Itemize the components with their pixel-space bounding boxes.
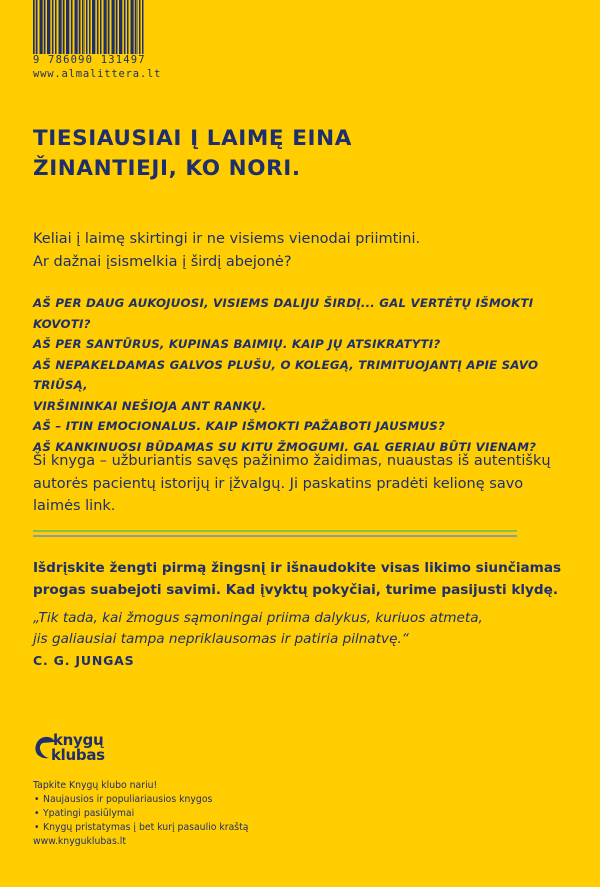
barcode — [33, 0, 145, 60]
headline-line-1: TIESIAUSIAI Į LAIMĘ EINA — [33, 126, 352, 151]
quote-line-1: „Tik tada, kai žmogus sąmoningai priima dalykus, kuriuos atmeta, — [33, 610, 483, 626]
club-url: www.knyguklubas.lt — [33, 836, 126, 847]
cta-line-2: progas suabejoti savimi. Kad įvyktų pokyčiai, turime pasijusti klydę. — [33, 582, 559, 598]
question-line: AŠ – ITIN EMOCIONALUS. KAIP IŠMOKTI PAŽABOTI JAUSMUS? — [33, 419, 445, 433]
questions-list — [33, 293, 583, 457]
benefit-item: • Naujausios ir populiariausios knygos — [33, 793, 248, 807]
intro-line-2: Ar dažnai įsismelkia į širdį abejonė? — [33, 254, 292, 270]
isbn-number: 9 786090 131497 — [33, 54, 146, 66]
logo-word-2: klubas — [51, 746, 105, 764]
question-line: AŠ NEPAKELDAMAS GALVOS PLUŠU, O KOLEGĄ, TRIMITUOJANTĮ APIE SAVO TRIŪSĄ, — [33, 357, 539, 392]
headline-line-2: ŽINANTIEJI, KO NORI. — [33, 156, 301, 181]
question-line: AŠ KANKINUOSI BŪDAMAS SU KITU ŽMOGUMI. GAL GERIAU BŪTI VIENAM? — [33, 439, 537, 454]
question-line: AŠ PER DAUG AUKOJUOSI, VISIEMS DALIJU ŠIRDĮ... GAL VERTĖTŲ IŠMOKTI KOVOTI? — [33, 296, 534, 331]
book-club-wordmark — [53, 733, 105, 763]
description-paragraph — [33, 450, 573, 518]
headline — [33, 124, 352, 184]
quote-line-2: jis galiausiai tampa nepriklausomas ir patiria pilnatvę.“ — [33, 631, 409, 647]
logo-word-1: knygų — [53, 731, 104, 749]
club-benefits-list — [33, 793, 248, 835]
question-line: VIRŠININKAI NEŠIOJA ANT RANKŲ. — [33, 398, 267, 413]
intro-line-1: Keliai į laimę skirtingi ir ne visiems vienodai priimtini. — [33, 231, 421, 247]
intro-paragraph — [33, 228, 573, 274]
divider-green — [33, 530, 517, 532]
book-club-info — [33, 779, 248, 849]
book-club-logo — [33, 733, 123, 773]
benefit-item: • Knygų pristatymas į bet kurį pasaulio kraštą — [33, 821, 248, 835]
description-line-1: Ši knyga – užburiantis savęs pažinimo žaidimas, nuaustas iš autentiškų — [33, 453, 551, 469]
divider-blue — [33, 535, 517, 537]
quote — [33, 608, 573, 650]
description-line-2: autorės pacientų istorijų ir įžvalgų. Ji paskatins pradėti kelionę savo — [33, 475, 524, 492]
cta-line-1: Išdrįskite žengti pirmą žingsnį ir išnaudokite visas likimo siunčiamas — [33, 560, 562, 576]
description-line-3: laimės link. — [33, 498, 116, 514]
quote-author: C. G. JUNGAS — [33, 653, 135, 668]
barcode-bars — [33, 0, 145, 60]
publisher-url: www.almalittera.lt — [33, 68, 162, 80]
call-to-action — [33, 557, 593, 601]
question-line: AŠ PER SANTŪRUS, KUPINAS BAIMIŲ. KAIP JŲ ATSIKRATYTI? — [33, 337, 441, 351]
club-tagline: Tapkite Knygų klubo nariu! — [33, 780, 158, 791]
benefit-item: • Ypatingi pasiūlymai — [33, 807, 248, 821]
